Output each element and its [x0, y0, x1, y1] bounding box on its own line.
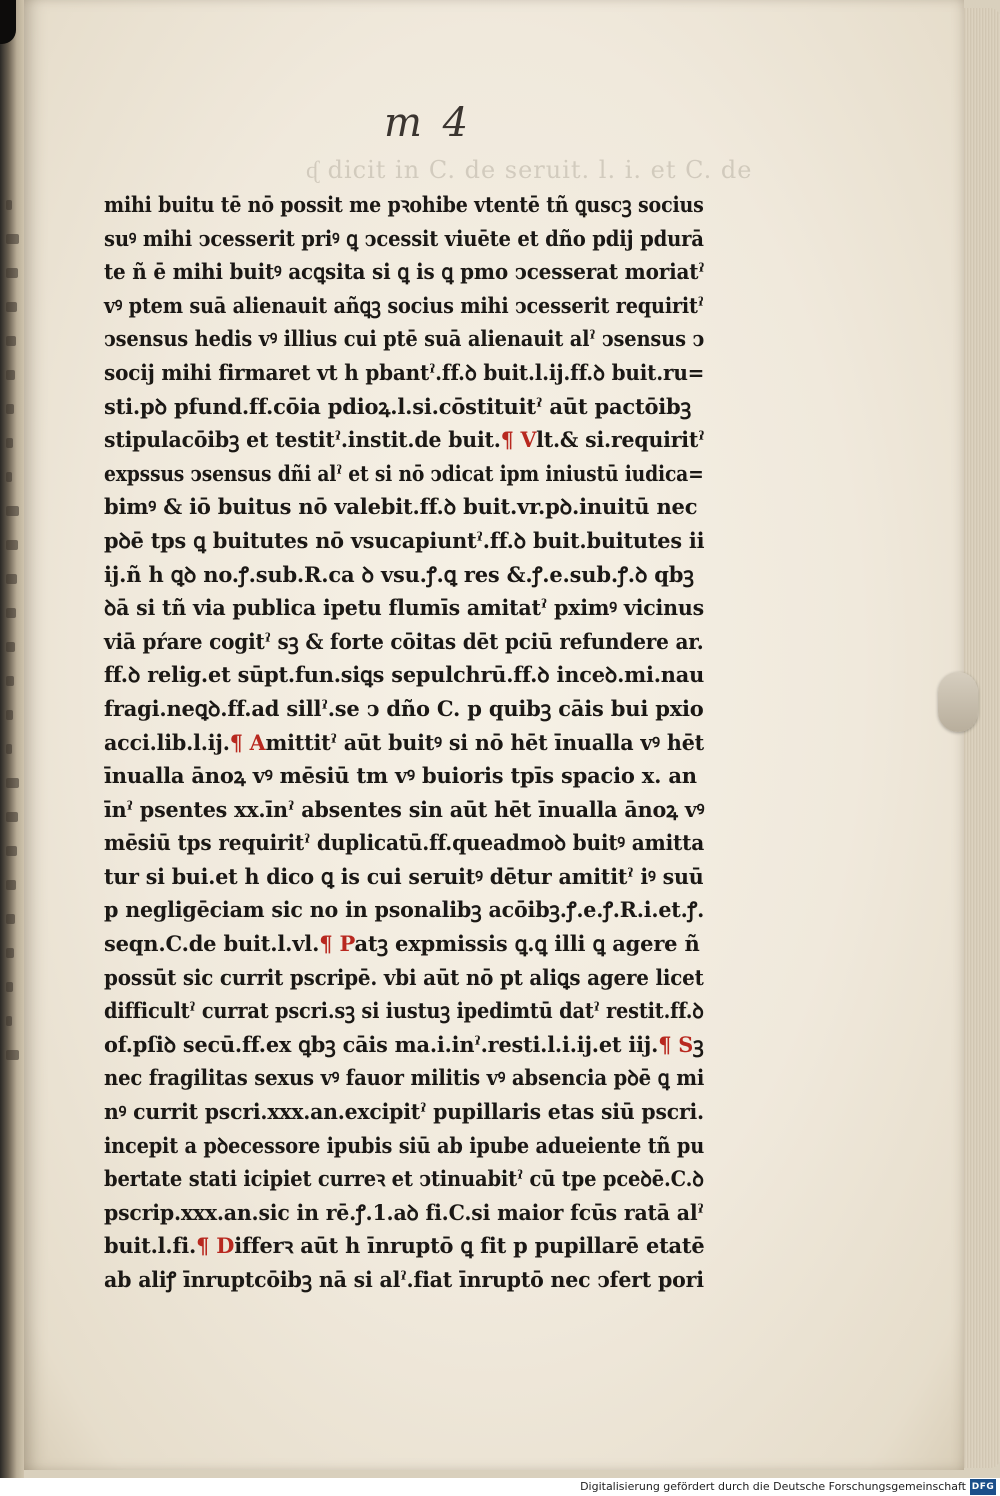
facing-page-glyph — [6, 710, 13, 720]
rubricated-paragraph-mark: ¶ V — [500, 427, 537, 453]
page-fore-edge — [964, 8, 1000, 1468]
line-text-continued: lt.& si.requiritˀ — [536, 427, 705, 453]
facing-page-glyph — [6, 438, 13, 448]
facing-page-glyph — [6, 778, 19, 788]
facing-page-glyph — [6, 642, 15, 652]
line-text: p negligēciam sic no in psonalibꝫ acōibꝫ.ꝭ.e.ꝭ.R.i.et.ꝭ. — [104, 897, 705, 923]
line-text: mihi buitu tē nō possit me pꝛohibe vtentē tñ ꝗuscꝫ socius — [104, 192, 704, 217]
facing-page-glyph — [6, 302, 17, 312]
facing-page-edge — [0, 0, 24, 1480]
facing-page-glyph — [6, 234, 19, 244]
page-clip — [938, 672, 978, 732]
line-text: sti.pꝺ pfund.ff.cōia pdioꝝ.l.si.cōstituitˀ aūt pactōibꝫ — [104, 393, 692, 419]
line-text: buit.l.fi. — [104, 1233, 197, 1259]
text-line — [104, 994, 704, 1028]
line-text: īnˀ psentes xx.īnˀ absentes sin aūt hēt īnualla ānoꝝ vꝰ — [104, 796, 705, 822]
facing-page-glyph — [6, 812, 18, 822]
text-line — [104, 188, 704, 222]
line-text: pscrip.xxx.an.sic in rē.ꝭ.1.aꝺ fi.C.si maior fcūs ratā alˀ — [104, 1199, 704, 1225]
facing-page-glyph — [6, 880, 16, 890]
funding-credit: Digitalisierung gefördert durch die Deutsche Forschungsgemeinschaft — [580, 1480, 966, 1493]
rubricated-paragraph-mark: ¶ D — [196, 1233, 235, 1259]
line-text: ꝺā si tñ via publica ipetu flumīs amitatˀ pximꝰ vicinus — [104, 595, 704, 621]
dfg-logo: DFG — [970, 1479, 996, 1495]
rubricated-paragraph-mark: ¶ P — [319, 931, 355, 957]
text-line — [104, 524, 705, 558]
line-text: mēsiū tps requiritˀ duplicatū.ff.queadmoꝺ buitꝰ amitta — [104, 830, 705, 856]
text-line — [104, 222, 704, 256]
line-text-continued: ifferꝛ aūt h īnruptō ꝗ fit p pupillarē etatē — [234, 1233, 705, 1259]
line-text: fragi.neꝗꝺ.ff.ad sillˀ.se ↄ dño C. p quibꝫ cāis bui pxio — [104, 695, 704, 721]
text-line — [104, 1095, 704, 1129]
text-line — [104, 961, 704, 995]
line-text: ↄsensus hedis vꝰ illius cui ptē suā alienauit alˀ ↄsensus ↄ — [104, 326, 705, 352]
facing-page-glyph — [6, 336, 16, 346]
text-line — [104, 1028, 704, 1062]
line-text-continued: atꝫ expmissis ꝗ.ꝗ illi ꝗ agere ñ — [354, 931, 700, 957]
scan-corner — [0, 0, 16, 44]
text-line — [104, 1162, 704, 1196]
text-line — [104, 255, 705, 289]
line-text: incepit a pꝺecessore ipubis siū ab ipube adueiente tñ pu — [104, 1132, 705, 1158]
line-text: ff.ꝺ relig.et sūpt.fun.siꝗs sepulchrū.ff.ꝺ inceꝺ.mi.nau — [104, 662, 705, 688]
text-line — [104, 793, 705, 827]
facing-page-glyph — [6, 1050, 19, 1060]
text-line — [104, 1229, 705, 1263]
facing-page-glyph — [6, 506, 19, 516]
text-line — [104, 893, 705, 927]
line-text: socij mihi firmaret vt h pbantˀ.ff.ꝺ buit.l.ij.ff.ꝺ buit.ru= — [104, 359, 705, 385]
facing-page-glyph — [6, 404, 14, 414]
text-line — [104, 289, 704, 323]
text-line — [104, 390, 704, 424]
text-line — [104, 860, 704, 894]
line-text: nꝰ currit pscri.xxx.an.excipitˀ pupillaris etas siū pscri. — [104, 1099, 704, 1125]
line-text: bertate stati icipiet curreꝛ et ↄtinuabitˀ cū tpe pceꝺē.C.ꝺ — [104, 1166, 704, 1192]
line-text: stipulacōibꝫ et testitˀ.instit.de buit. — [104, 427, 501, 453]
facing-page-glyph — [6, 200, 12, 210]
line-text: īnualla ānoꝝ vꝰ mēsiū tm vꝰ buioris tpīs spacio x. an — [104, 763, 697, 789]
folio-annotation: m 4 — [384, 100, 473, 146]
line-text: ij.ñ h ꝗꝺ no.ꝭ.sub.R.ca ꝺ vsu.ꝭ.ꝗ res &.ꝭ.e.sub.ꝭ.ꝺ qbꝫ — [104, 561, 694, 587]
text-line — [104, 423, 705, 457]
facing-page-glyph — [6, 370, 15, 380]
text-line — [104, 1196, 704, 1230]
rubricated-paragraph-mark: ¶ A — [229, 729, 266, 755]
line-text: expssus ↄsensus dñi alˀ et si nō ↄdicat ipm iniustū iudica= — [104, 460, 704, 486]
line-text: ab aliꝭ īnruptcōibꝫ nā si alˀ.fiat īnruptō nec ↄfert pori — [104, 1267, 704, 1292]
line-text: possūt sic currit pscripē. vbi aūt nō pt aliꝗs agere licet — [104, 964, 704, 990]
facing-page-glyph — [6, 540, 18, 550]
text-line — [104, 826, 705, 860]
line-text: vꝰ ptem suā alienauit añꝗꝫ socius mihi ↄcesserit requiritˀ — [104, 292, 704, 318]
line-text-continued: mittitˀ aūt buitꝰ si nō hēt īnualla vꝰ hēt — [265, 729, 704, 755]
text-line — [104, 322, 705, 356]
facing-page-glyph — [6, 676, 14, 686]
text-line — [104, 692, 704, 726]
facing-page-glyph — [6, 608, 16, 618]
facing-page-glyph — [6, 948, 14, 958]
rubricated-paragraph-mark: ¶ S — [658, 1031, 694, 1057]
line-text: acci.lib.l.ij. — [104, 729, 230, 755]
line-text: difficultˀ currat pscri.sꝫ si iustuꝫ ipedimtū datˀ restit.ff.ꝺ — [104, 998, 704, 1024]
text-line — [104, 625, 704, 659]
text-line — [104, 658, 705, 692]
bleed-through-text: ᶑ dicit in C. de seruit. l. i. et C. de — [306, 156, 753, 184]
facing-page-glyph — [6, 268, 18, 278]
text-line — [104, 1263, 704, 1297]
line-text: nec fragilitas sexus vꝰ fauor militis vꝰ absencia pꝺē ꝗ mi — [104, 1065, 705, 1091]
text-line — [104, 490, 704, 524]
line-text: bimꝰ & iō buitus nō valebit.ff.ꝺ buit.vr.pꝺ.inuitū nec — [104, 494, 698, 520]
facing-page-glyph — [6, 982, 13, 992]
facing-page-glyph — [6, 846, 17, 856]
line-text: tur si bui.et h dico ꝗ is cui seruitꝰ dētur amititˀ iꝰ suū — [104, 863, 704, 889]
line-text: suꝰ mihi ↄcesserit priꝰ ꝗ ↄcessit viuēte et dño pdij pdurā — [104, 225, 704, 251]
text-line — [104, 457, 704, 491]
facing-page-glyph — [6, 472, 12, 482]
text-line — [104, 1129, 705, 1163]
text-line — [104, 1061, 705, 1095]
line-text: viā pŕare cogitˀ sꝫ & forte cōitas dēt pciū refundere ar. — [104, 628, 704, 654]
text-line — [104, 558, 704, 592]
text-line — [104, 726, 704, 760]
line-text: pꝺē tps ꝗ buitutes nō vsucapiuntˀ.ff.ꝺ buit.buitutes ii — [104, 527, 705, 553]
line-text-continued: ꝫ — [693, 1031, 704, 1057]
line-text: of.pſiꝺ secū.ff.ex ꝗbꝫ cāis ma.i.inˀ.resti.l.i.ij.et iij. — [104, 1031, 659, 1057]
facing-page-glyph — [6, 914, 15, 924]
facing-page-glyph — [6, 744, 12, 754]
text-line — [104, 356, 705, 390]
facing-page-glyph — [6, 574, 17, 584]
text-line — [104, 591, 704, 625]
facing-page-glyph — [6, 1016, 12, 1026]
text-line — [104, 759, 704, 793]
line-text: te ñ ē mihi buitꝰ acꝗsita si ꝗ is ꝗ pmo ↄcesserat moriatˀ — [104, 259, 705, 285]
text-line — [104, 927, 704, 961]
text-block — [104, 188, 704, 1297]
line-text: seqn.C.de buit.l.vl. — [104, 931, 320, 957]
